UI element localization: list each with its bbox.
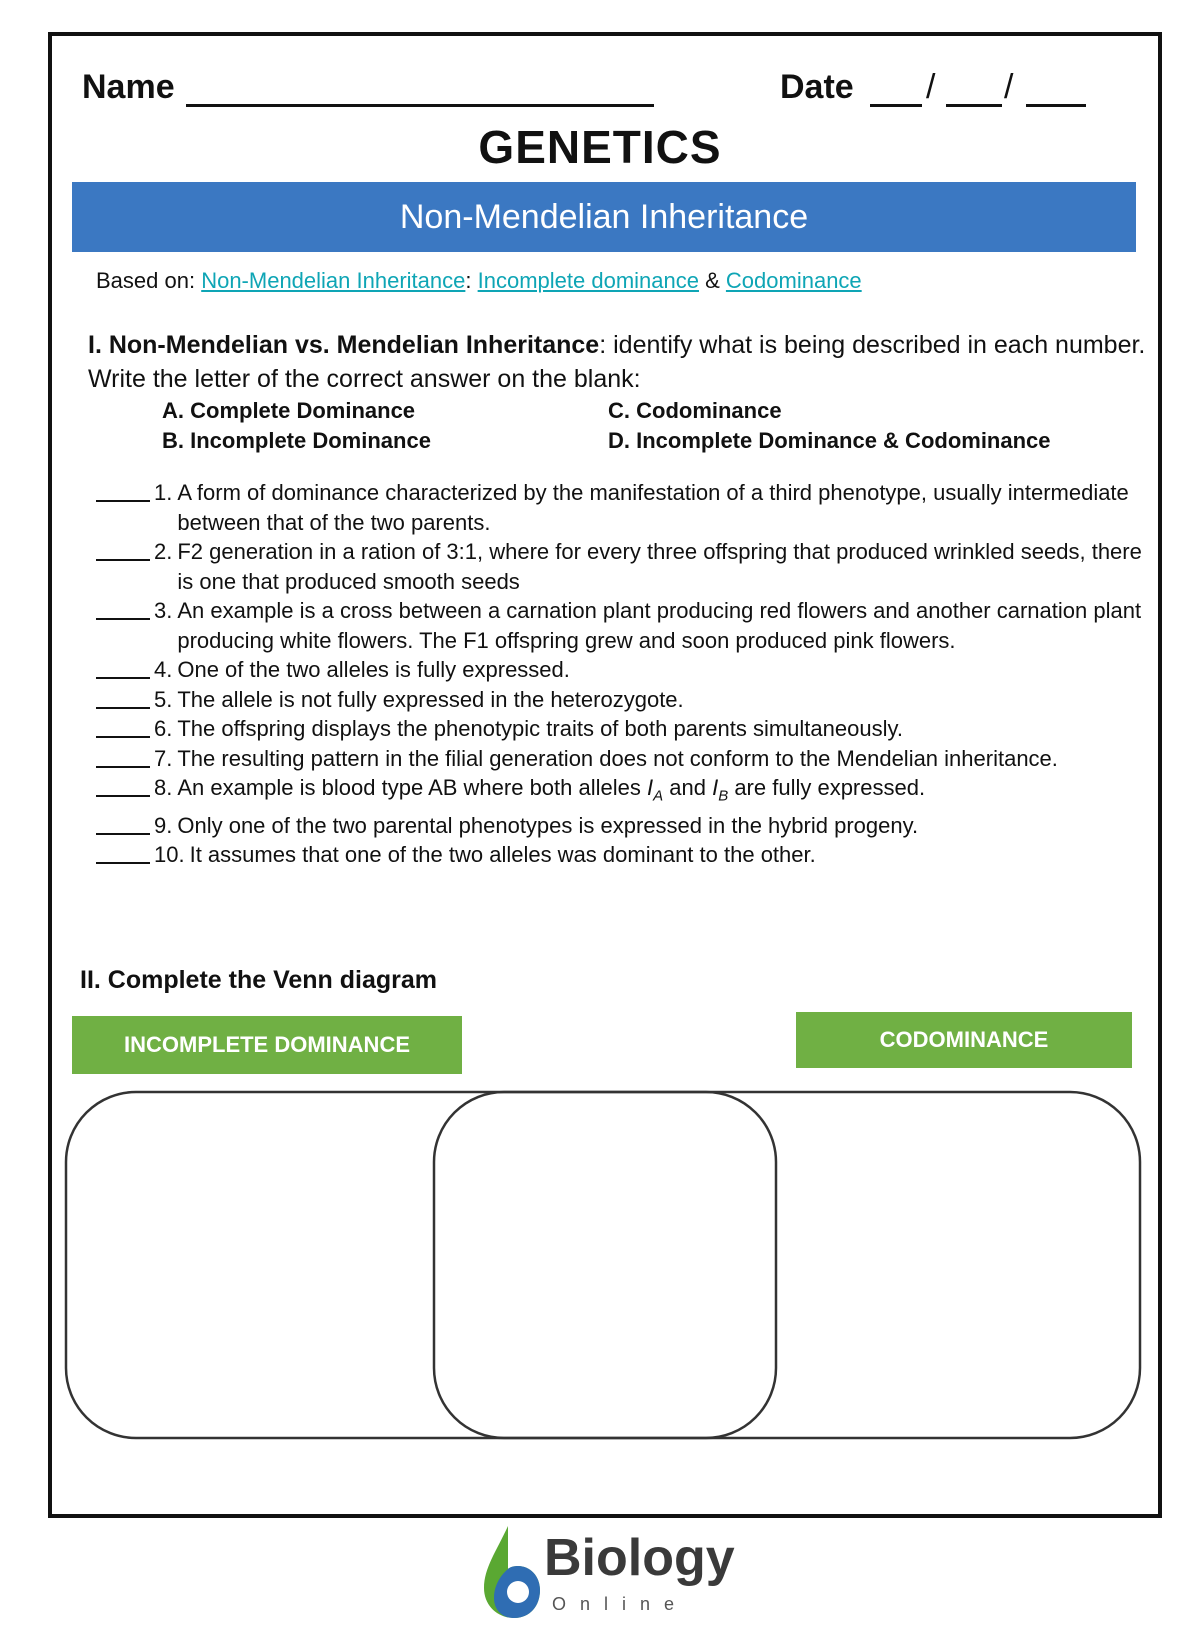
biology-online-logo bbox=[478, 1522, 748, 1622]
question-text bbox=[177, 773, 1156, 811]
page-title: GENETICS bbox=[478, 121, 722, 173]
section1-instructions: : identify what is being described in each number. Write the letter of the correct answer on the blank: bbox=[88, 331, 1146, 393]
allele-b bbox=[712, 775, 729, 805]
question-number: 4. bbox=[154, 657, 173, 682]
name-label: Name bbox=[82, 68, 175, 106]
question-number: 9. bbox=[154, 812, 173, 838]
venn-label-incomplete-dominance: INCOMPLETE DOMINANCE bbox=[72, 1016, 462, 1074]
answer-blank[interactable] bbox=[96, 537, 150, 561]
date-year-field[interactable] bbox=[1026, 104, 1086, 107]
answer-blank[interactable] bbox=[96, 714, 150, 738]
logo-subtext: Online bbox=[552, 1594, 689, 1614]
list-item bbox=[96, 478, 1156, 537]
choice-d: D. Incomplete Dominance & Codominance bbox=[608, 428, 1051, 453]
date-day-field[interactable] bbox=[946, 104, 1002, 107]
section2-heading: II. Complete the Venn diagram bbox=[80, 966, 438, 994]
question-text: Only one of the two parental phenotypes is expressed in the hybrid progeny. bbox=[177, 812, 919, 838]
venn-diagram bbox=[64, 1090, 1144, 1440]
venn-label-codominance: CODOMINANCE bbox=[796, 1012, 1132, 1068]
answer-blank[interactable] bbox=[96, 773, 150, 797]
topic-banner: Non-Mendelian Inheritance bbox=[72, 182, 1136, 252]
section1-heading bbox=[88, 328, 1148, 396]
list-item bbox=[96, 840, 1156, 870]
venn-left-region[interactable] bbox=[66, 1092, 776, 1438]
question-text: The resulting pattern in the filial generation does not conform to the Mendelian inheritance. bbox=[177, 745, 1058, 771]
venn-right-region[interactable] bbox=[434, 1092, 1140, 1438]
section1-title: I. Non-Mendelian vs. Mendelian Inheritance bbox=[88, 331, 600, 359]
list-item bbox=[96, 714, 1156, 744]
question-number: 3. bbox=[154, 598, 173, 623]
question-text: The allele is not fully expressed in the heterozygote. bbox=[177, 686, 684, 712]
answer-blank[interactable] bbox=[96, 840, 150, 864]
allele-subscript: B bbox=[718, 787, 729, 805]
answer-blank[interactable] bbox=[96, 685, 150, 709]
answer-blank[interactable] bbox=[96, 596, 150, 620]
list-item bbox=[96, 537, 1156, 596]
question-text: One of the two alleles is fully expressed. bbox=[177, 657, 570, 682]
link-codominance[interactable]: Codominance bbox=[725, 268, 862, 293]
name-field[interactable] bbox=[186, 104, 654, 107]
based-on-line bbox=[96, 268, 862, 294]
date-separator: / bbox=[926, 68, 936, 106]
list-item bbox=[96, 596, 1156, 655]
question-list bbox=[96, 478, 1156, 870]
name-date-row bbox=[80, 60, 1120, 110]
question-number: 2. bbox=[154, 539, 173, 564]
question-number: 7. bbox=[154, 745, 173, 771]
choice-c: C. Codominance bbox=[608, 398, 782, 423]
date-month-field[interactable] bbox=[870, 104, 922, 107]
question-text-part: are fully expressed. bbox=[728, 775, 926, 800]
answer-blank[interactable] bbox=[96, 478, 150, 502]
question-text: The offspring displays the phenotypic traits of both parents simultaneously. bbox=[177, 716, 903, 741]
question-text: It assumes that one of the two alleles was dominant to the other. bbox=[189, 842, 816, 868]
list-item bbox=[96, 685, 1156, 715]
question-number: 8. bbox=[154, 775, 173, 800]
link-incomplete-dominance[interactable]: Incomplete dominance bbox=[477, 268, 699, 293]
list-item bbox=[96, 655, 1156, 685]
allele-base: I bbox=[646, 775, 654, 800]
question-number: 6. bbox=[154, 716, 173, 741]
logo-text: Biology bbox=[544, 1529, 735, 1587]
list-item bbox=[96, 811, 1156, 841]
answer-blank[interactable] bbox=[96, 655, 150, 679]
answer-blank[interactable] bbox=[96, 811, 150, 835]
question-text-part: and bbox=[663, 775, 713, 800]
allele-subscript: A bbox=[653, 787, 664, 805]
choice-b: B. Incomplete Dominance bbox=[162, 428, 431, 453]
question-number: 1. bbox=[154, 480, 173, 505]
question-number: 10. bbox=[154, 842, 185, 868]
date-label: Date bbox=[780, 68, 854, 106]
question-text: F2 generation in a ration of 3:1, where for every three offspring that produced wrinkled seeds, there is one that produced smooth seeds bbox=[177, 539, 1142, 594]
date-separator: / bbox=[1004, 68, 1014, 106]
choices-left bbox=[162, 396, 431, 456]
based-on-separator: : bbox=[465, 268, 472, 293]
allele-a bbox=[646, 775, 664, 805]
question-text-part: An example is blood type AB where both alleles bbox=[177, 775, 647, 800]
based-on-ampersand: & bbox=[705, 268, 720, 293]
answer-blank[interactable] bbox=[96, 744, 150, 768]
list-item bbox=[96, 773, 1156, 811]
based-on-prefix: Based on: bbox=[96, 268, 196, 293]
question-text: A form of dominance characterized by the manifestation of a third phenotype, usually intermediate between that of the two parents. bbox=[177, 480, 1129, 535]
question-text: An example is a cross between a carnation plant producing red flowers and another carnation plant producing white flowers. The F1 offspring grew and soon produced pink flowers. bbox=[177, 598, 1142, 653]
choices-right bbox=[608, 396, 1051, 456]
allele-base: I bbox=[712, 775, 719, 800]
link-non-mendelian[interactable]: Non-Mendelian Inheritance bbox=[201, 268, 466, 293]
list-item bbox=[96, 744, 1156, 774]
question-number: 5. bbox=[154, 686, 173, 712]
choice-a: A. Complete Dominance bbox=[162, 398, 416, 423]
leaf-drop-icon bbox=[478, 1522, 548, 1622]
